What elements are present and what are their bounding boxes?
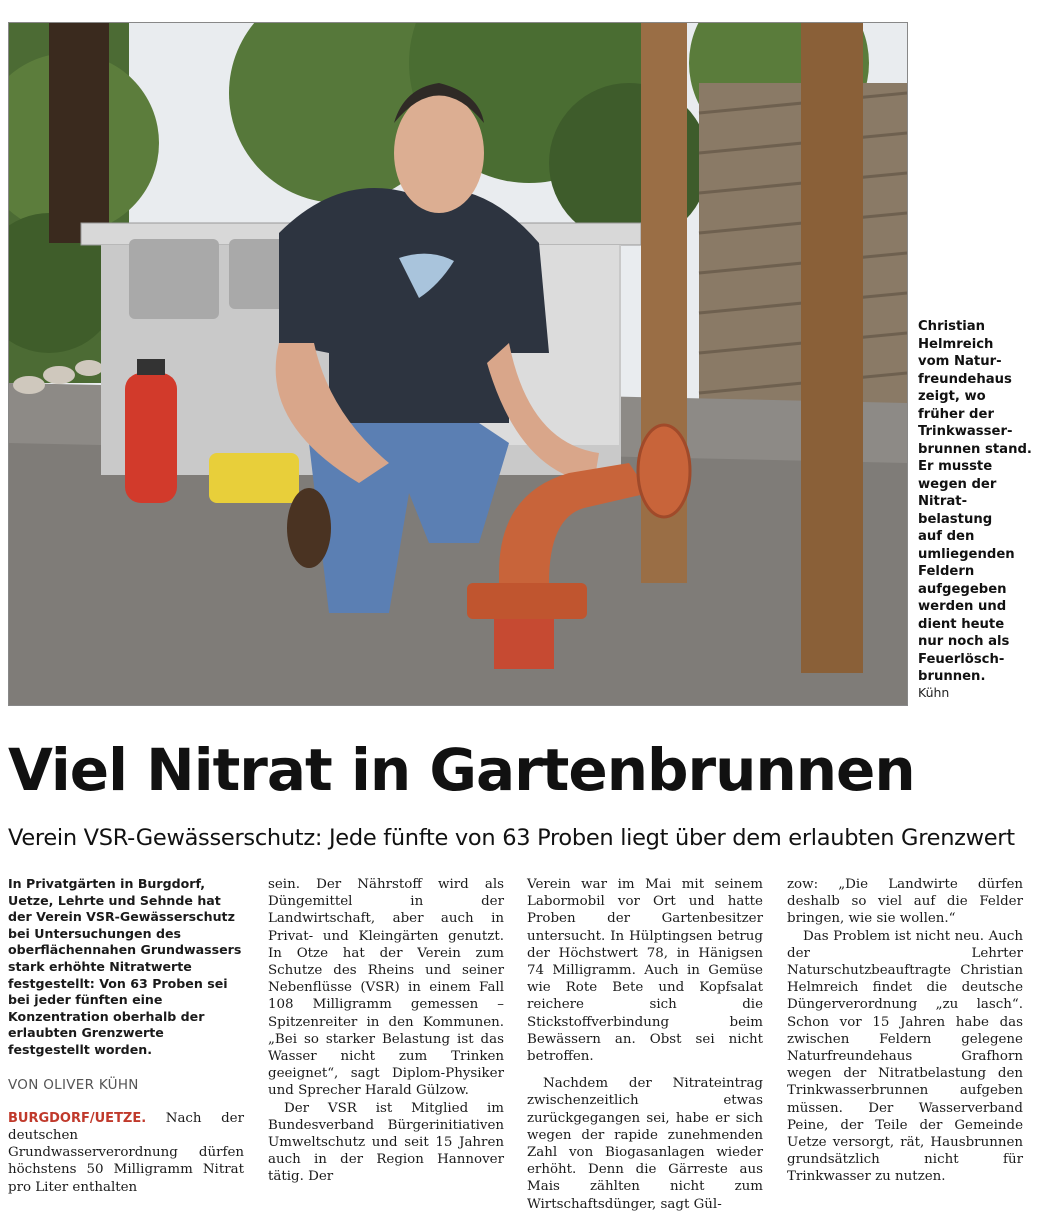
article-column-4 (787, 876, 1023, 1186)
article-col4-p2: Das Problem ist nicht neu. Auch der Lehrter Naturschutzbeauftragte Christian Helmreich findet die deutsche Düngerverordnung „zu lasch“. Schon vor 15 Jahren habe das zwischen Feldern gelegene Naturfreundehaus Grafhorn wegen der Nitratbelastung den Trinkwasserbrunnen aufgeben müssen. Der Wasserverband Peine, der Teile der Gemeinde Uetze versorgt, rät, Hausbrunnen grundsätzlich nicht für Trinkwasser zu nutzen. (787, 928, 1023, 1185)
article-column-1 (8, 876, 244, 1196)
article-col3-p1: Verein war im Mai mit seinem Labormobil vor Ort und hatte Proben der Gartenbesitzer untersucht. In Hülptingsen betrug der Höchstwert 78, in Hänigsen 74 Milligramm. Auch in Gemüse wie Rote Bete und Kopfsalat reichere sich die Stickstoffverbindung beim Bewässern an. Obst sei nicht betroffen. (527, 877, 763, 1065)
article-col2-p2: Der VSR ist Mitglied im Bundesverband Bürgerinitiativen Umweltschutz und seit 15 Jahren auch in der Region Hannover tätig. Der (268, 1100, 504, 1185)
article-col1-body: Nach der deutschen Grundwasserverordnung dürfen höchstens 50 Milligramm Nitrat pro Liter enthalten (8, 1110, 244, 1195)
article-col1-text (8, 1110, 244, 1196)
article-byline: VON OLIVER KÜHN (8, 1076, 139, 1093)
article-col4-p1: zow: „Die Landwirte dürfen deshalb so viel auf die Felder bringen, wie sie wollen.“ (787, 877, 1023, 927)
article-dateline: BURGDORF/UETZE. (8, 1110, 147, 1126)
article-photo (8, 22, 908, 706)
paragraph-gap (527, 1065, 763, 1075)
article-col2-p1: sein. Der Nährstoff wird als Düngemittel in der Landwirtschaft, aber auch in Privat- und Kleingärten genutzt. In Otze hat der Verein zum Schutze des Rheins und seiner Nebenflüsse (VSR) in einem Fall 108 Milligramm gemessen – Spitzenreiter in den Kommunen. „Bei so starker Belastung ist das Wasser nicht zum Trinken geeignet“, sagt Diplom-Physiker und Sprecher Harald Gülzow. (268, 877, 504, 1099)
article-column-2 (268, 876, 504, 1186)
photo-credit: Kühn (918, 685, 950, 700)
article-headline: Viel Nitrat in Gartenbrunnen (8, 736, 915, 804)
article-col3-p2: Nachdem der Nitrateintrag zwischenzeitlich etwas zurückgegangen sei, habe er sich wegen der rapide zunehmenden Zahl von Biogasanlagen wieder erhöht. Denn die Gärreste aus Mais zählten nicht zum Wirtschaftsdünger, sagt Gül- (527, 1076, 763, 1212)
article-lead: In Privatgärten in Burgdorf, Uetze, Lehrte und Sehnde hat der Verein VSR-Gewässerschutz bei Untersuchungen des oberflächennahen Grundwassers stark erhöhte Nitratwerte festgestellt: Von 63 Proben sei bei jeder fünften eine Konzentration oberhalb der erlaubten Grenzwerte festgestellt worden. (8, 876, 242, 1057)
article-subheadline: Verein VSR-Gewässerschutz: Jede fünfte von 63 Proben liegt über dem erlaubten Grenzwert (8, 825, 1015, 851)
photo-illustration (9, 23, 907, 705)
article-column-3 (527, 876, 763, 1213)
photo-caption: Christian Helmreich vom Natur- freundehaus zeigt, wo früher der Trinkwasser- brunnen stand. Er musste wegen der Nitrat- belastung auf den umliegenden Feldern aufgegeben werden und dient heute nur noch als Feuerlösch- brunnen. (918, 319, 1032, 684)
